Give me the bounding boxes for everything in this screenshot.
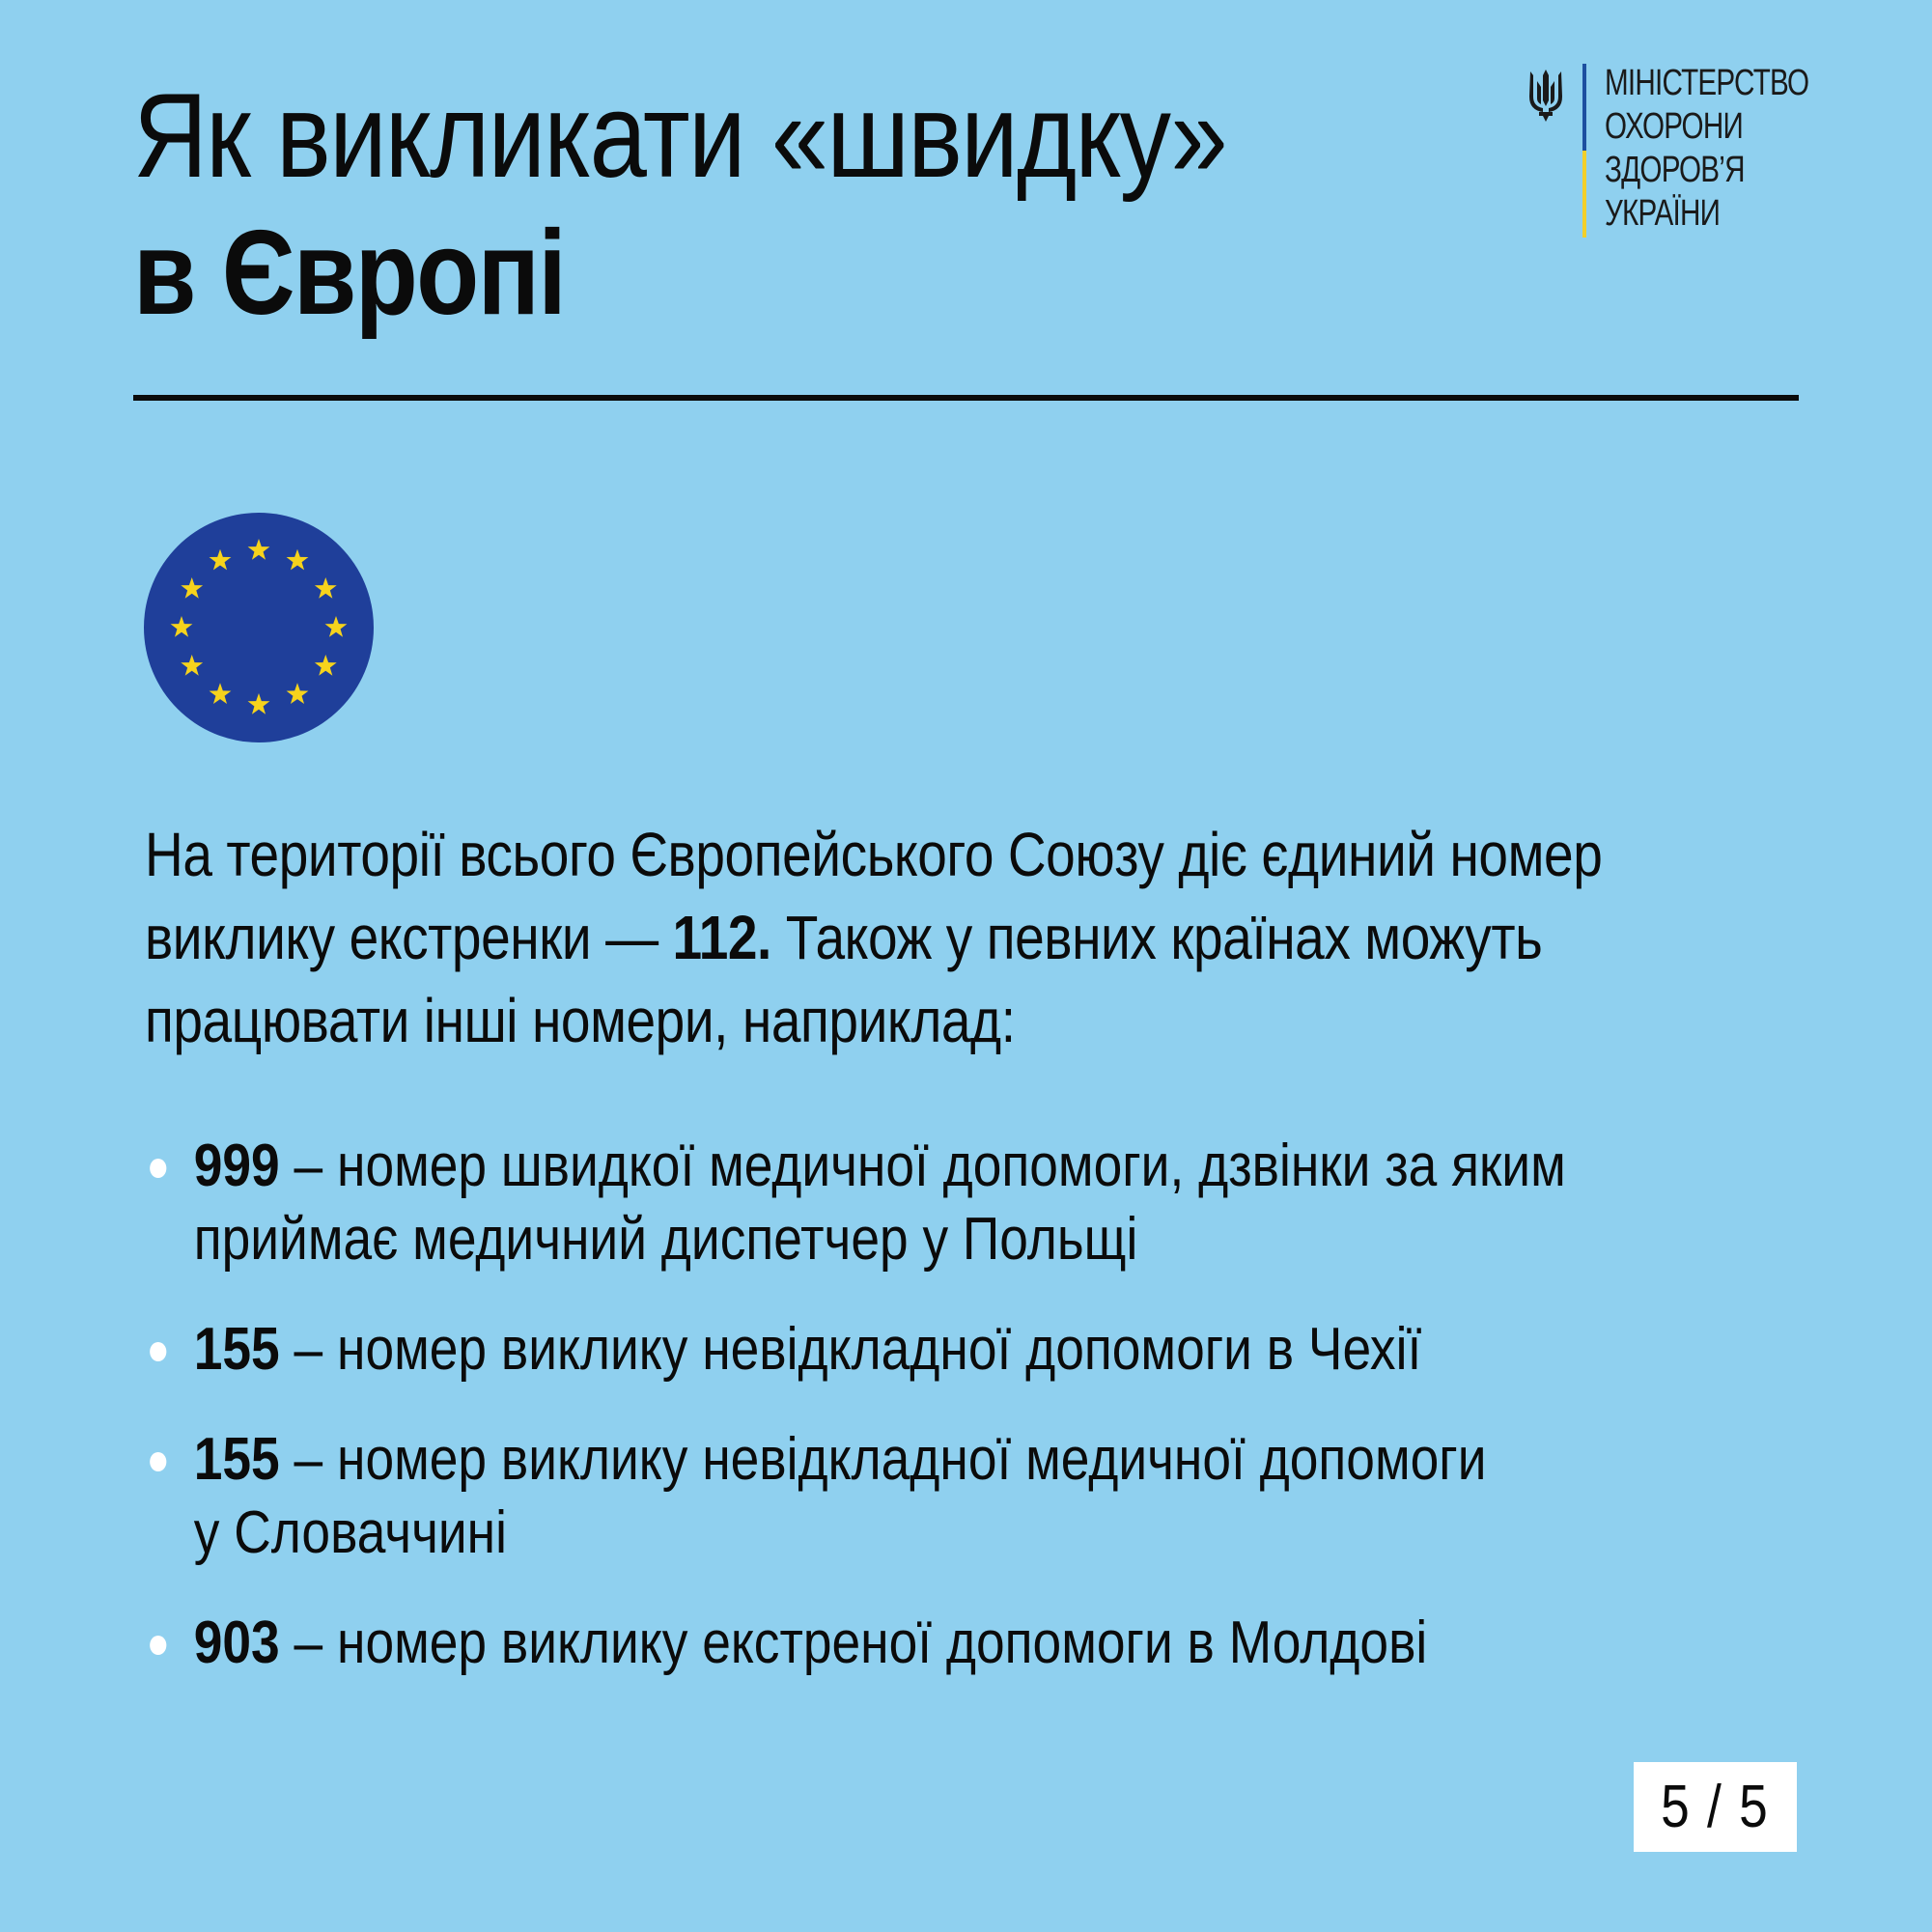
- bullet-icon: [150, 1452, 166, 1471]
- list-item-number: 903: [193, 1610, 280, 1676]
- title-line-2: в Європі: [133, 207, 566, 340]
- list-item-text: – номер швидкої медичної допомоги, дзвінки за яким: [279, 1133, 1566, 1199]
- list-item-number: 999: [193, 1133, 280, 1199]
- bullet-icon: [150, 1342, 166, 1361]
- list-item: [145, 1423, 1639, 1570]
- page-counter-label: 5 / 5: [1661, 1774, 1770, 1840]
- list-item-text-line-2: у Словаччині: [193, 1499, 507, 1566]
- logo-line-3: ЗДОРОВ’Я: [1605, 150, 1745, 190]
- bullet-icon: [150, 1159, 166, 1178]
- list-item: [145, 1607, 1639, 1680]
- page-title: [133, 68, 1388, 342]
- header-divider: [133, 395, 1799, 401]
- list-item-text: – номер виклику невідкладної допомоги в Чехії: [279, 1316, 1422, 1383]
- list-item-text: – номер виклику невідкладної медичної допомоги: [279, 1426, 1487, 1493]
- intro-paragraph: [145, 813, 1623, 1062]
- bullet-icon: [150, 1636, 166, 1655]
- intro-line-2-text: виклику екстренки —: [145, 903, 673, 972]
- intro-line-2-rest: Також у певних країнах можуть: [770, 903, 1543, 972]
- intro-line-2: [145, 896, 1623, 979]
- intro-line-3: працювати інші номери, наприклад:: [145, 986, 1016, 1055]
- intro-line-1: На території всього Європейського Союзу діє єдиний номер: [145, 820, 1603, 889]
- logo-blue-bar: [1582, 64, 1586, 151]
- eu-flag-icon: [143, 512, 375, 743]
- emergency-number-112: 112.: [672, 903, 771, 972]
- trident-icon: [1526, 68, 1566, 124]
- logo-line-4: УКРАЇНИ: [1605, 193, 1721, 234]
- title-line-1: Як викликати «швидку»: [133, 70, 1227, 203]
- logo-line-1: МІНІСТЕРСТВО: [1605, 63, 1809, 103]
- page-counter: [1634, 1762, 1797, 1852]
- list-item-text: – номер виклику екстреної допомоги в Молдові: [279, 1610, 1428, 1676]
- list-item: [145, 1130, 1639, 1276]
- list-item-number: 155: [193, 1426, 280, 1493]
- emergency-numbers-list: [145, 1130, 1639, 1680]
- list-item-text-line-2: приймає медичний диспетчер у Польщі: [193, 1206, 1138, 1273]
- logo-text: [1605, 62, 1808, 236]
- logo-yellow-bar: [1582, 151, 1586, 238]
- list-item: [145, 1313, 1639, 1386]
- list-item-number: 155: [193, 1316, 280, 1383]
- ministry-logo: [1526, 60, 1834, 243]
- logo-line-2: ОХОРОНИ: [1605, 106, 1743, 147]
